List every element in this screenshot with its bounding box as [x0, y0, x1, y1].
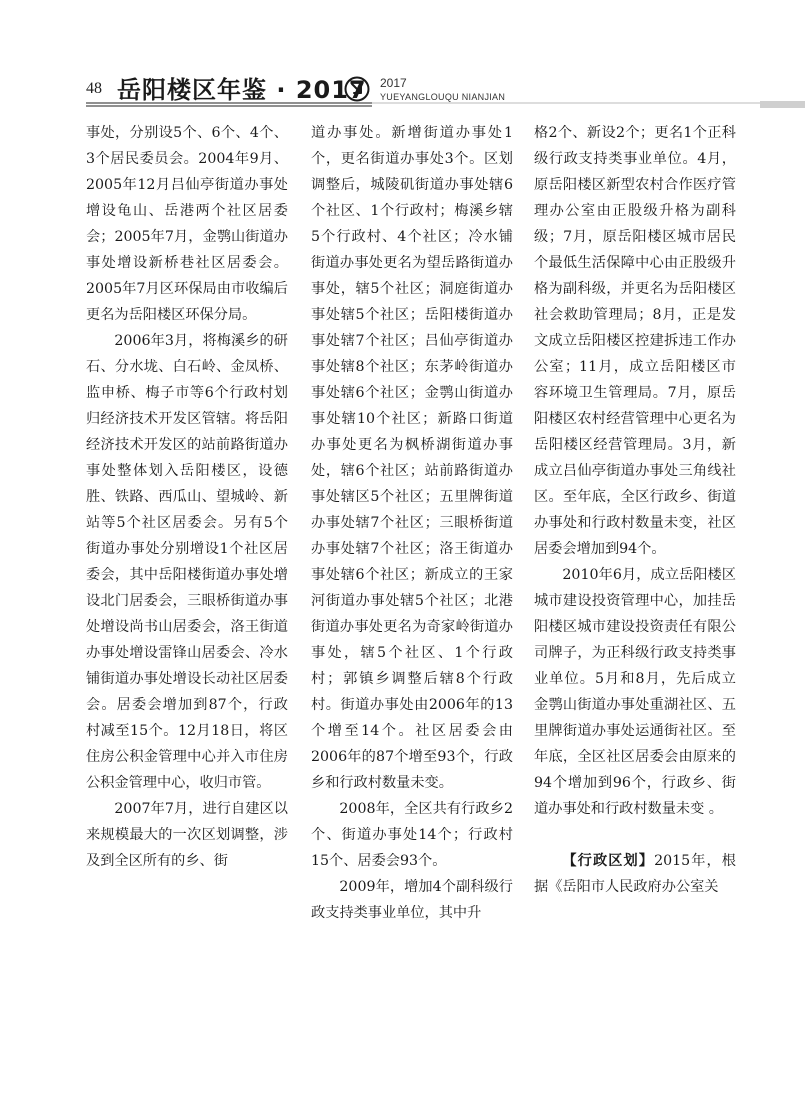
section-heading: 【行政区划】 [562, 853, 655, 869]
text-column-3 [534, 120, 736, 1080]
page-number: 48 [86, 80, 102, 97]
section-text: 2015年，根据《岳阳市人民政府办公室关 [534, 853, 736, 895]
paragraph: 2006年3月，将梅溪乡的研石、分水垅、白石岭、金凤桥、监申桥、梅子市等6个行政村划归经济技术开发区管辖。将岳阳经济技术开发区的站前路街道办事处整体划入岳阳楼区，设德胜、铁路、西瓜山、望城岭、新站等5个社区居委会。另有5个街道办事处分别增设1个社区居委会，其中岳阳楼街道办事处增设北门居委会，三眼桥街道办事处增设尚书山居委会，洛王街道办事处增设雷锋山居委会、冷水铺街道办事处增设长动社区居委会。居委会增加到87个，行政村减至15个。12月18日，将区住房公积金管理中心并入市住房公积金管理中心，收归市管。 [86, 333, 288, 791]
paragraph: 2010年6月，成立岳阳楼区城市建设投资管理中心，加挂岳阳楼区城市建设投资责任有限公司牌子，为正科级行政支持类事业单位。5月和8月，先后成立金鹗山街道办事处重湖社区、五里牌街道办事处运通街社区。至年底，全区社区居委会由原来的94个增加到96个，行政乡、街道办事处和行政村数量未变 。 [534, 567, 736, 817]
paragraph: 格2个、新设2个；更名1个正科级行政支持类事业单位。4月，原岳阳楼区新型农村合作医疗管理办公室由正股级升格为副科级；7月，原岳阳楼区城市居民个最低生活保障中心由正股级升格为副科级，并更名为岳阳楼区社会救助管理局；8月，正是发文成立岳阳楼区控建拆违工作办公室；11月，成立岳阳楼区市容环境卫生管理局。7月，原岳阳楼区农村经营管理中心更名为岳阳楼区经营管理局。3月，新成立吕仙亭街道办事处三角线社区。至年底，全区行政乡、街道办事处和行政村数量未变，社区居委会增加到94个。 [534, 125, 736, 557]
header-year: 2017 [380, 76, 407, 90]
section-paragraph [534, 848, 736, 900]
text-column-1 [86, 120, 288, 1080]
yearbook-title: 岳阳楼区年鉴 · 2017 [117, 76, 367, 104]
paragraph: 2008年，全区共有行政乡2个、街道办事处14个；行政村15个、居委会93个。 [311, 801, 513, 869]
header-pinyin: YUEYANGLOUQU NIANJIAN [380, 92, 506, 102]
header-rule [0, 100, 805, 114]
paragraph: 事处，分别设5个、6个、4个、3个居民委员会。2004年9月、2005年12月吕仙亭街道办事处增设龟山、岳港两个社区居委会；2005年7月，金鹗山街道办事处增设新桥巷社区居委会。2005年7月区环保局由市收编后更名为岳阳楼区环保分局。 [86, 125, 288, 323]
text-column-2 [311, 120, 513, 1080]
circle-down-arrow-icon [344, 76, 370, 102]
paragraph: 道办事处。新增街道办事处1个，更名街道办事处3个。区划调整后，城陵矶街道办事处辖6个社区、1个行政村；梅溪乡辖5个行政村、4个社区；冷水铺街道办事处更名为望岳路街道办事处，辖5个社区；洞庭街道办事处辖5个社区；岳阳楼街道办事处辖7个社区；吕仙亭街道办事处辖8个社区；东茅岭街道办事处辖6个社区；金鹗山街道办事处辖10个社区；新路口街道办事处更名为枫桥湖街道办事处，辖6个社区；站前路街道办事处辖区5个社区；五里牌街道办事处辖7个社区；三眼桥街道办事处辖7个社区；洛王街道办事处辖6个社区；新成立的王家河街道办事处辖5个社区；北港街道办事处更名为奇家岭街道办事处，辖5个社区、1个行政村；郭镇乡调整后辖8个行政村。街道办事处由2006年的13个增至14个。社区居委会由2006年的87个增至93个，行政乡和行政村数量未变。 [311, 125, 513, 791]
paragraph: 2007年7月，进行自建区以来规模最大的一次区划调整，涉及到全区所有的乡、街 [86, 801, 288, 869]
page-header [0, 0, 805, 120]
paragraph: 2009年，增加4个副科级行政支持类事业单位，其中升 [311, 879, 513, 921]
